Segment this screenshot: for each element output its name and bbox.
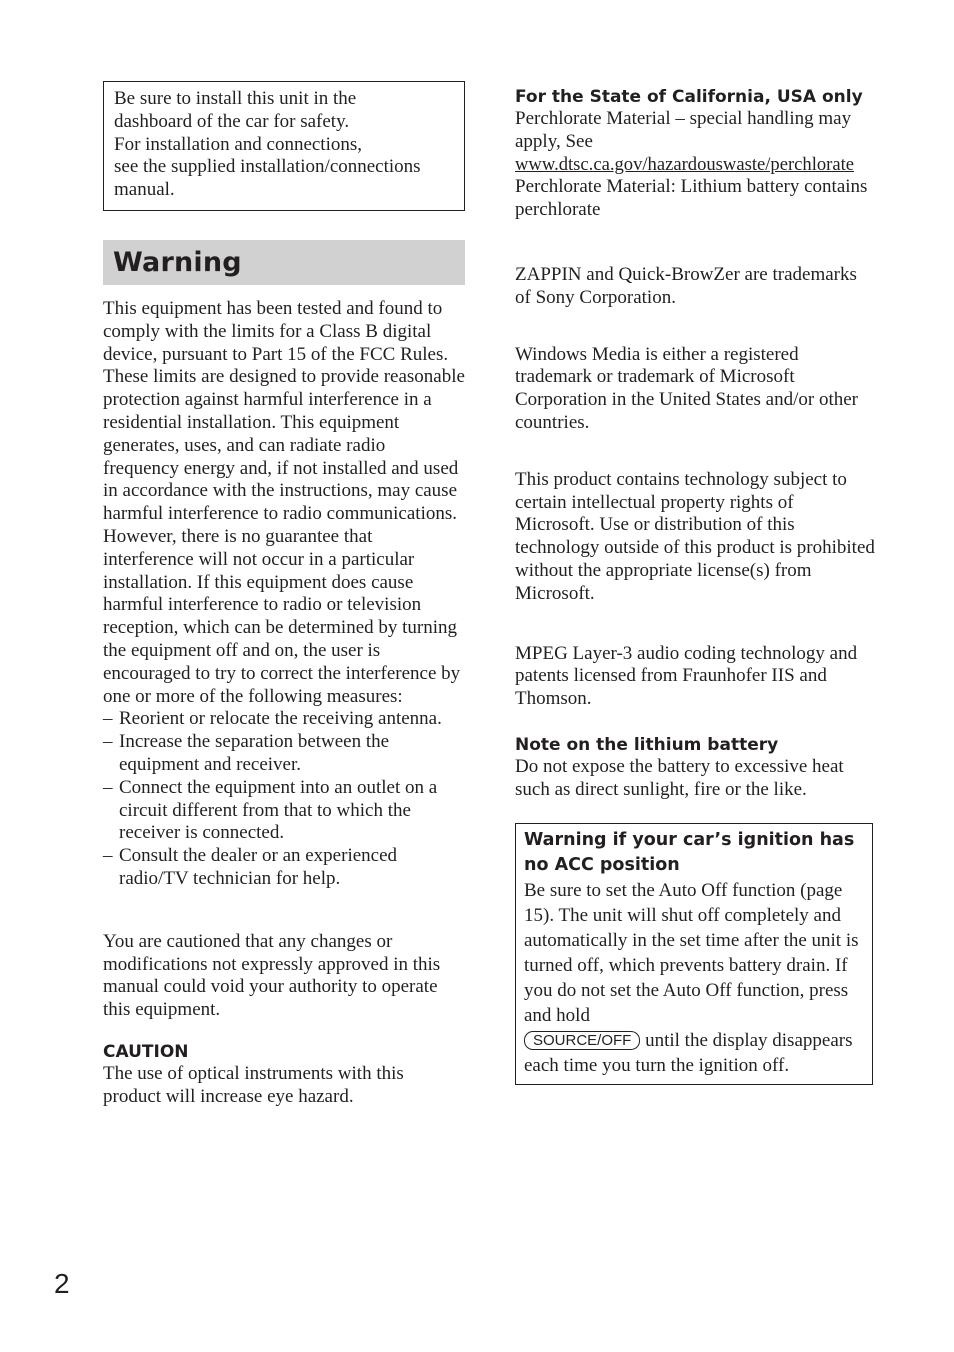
lithium-battery-heading: Note on the lithium battery <box>515 734 779 755</box>
install-notice-line: see the supplied installation/connections <box>114 156 421 178</box>
install-notice-line: dashboard of the car for safety. <box>114 110 350 132</box>
lithium-battery-text: Do not expose the battery to excessive heat such as direct sunlight, fire or the like. <box>515 755 844 800</box>
california-text <box>515 108 877 222</box>
zappin-trademark: ZAPPIN and Quick-BrowZer are trademarks of Sony Corporation. <box>515 263 857 308</box>
perchlorate-notice: Perchlorate Material – special handling may apply, See <box>515 108 852 152</box>
list-item: – Reorient or relocate the receiving antenna. <box>103 708 465 731</box>
install-notice-line: Be sure to install this unit in the <box>114 88 357 109</box>
acc-warning-text-after: until the display disappears each time you turn the ignition off. <box>524 1029 853 1076</box>
microsoft-ip-notice: This product contains technology subject to certain intellectual property rights of Microsoft. Use or distribution of this technology outside of this product is prohibited without the appropriate license(s) from Microsoft. <box>515 468 875 604</box>
acc-warning-text-before: Be sure to set the Auto Off function (page 15). The unit will shut off completely and automatically in the set time after the unit is turned off, which prevents battery drain. If you do not set the Auto Off function, press and hold <box>524 879 859 1026</box>
perchlorate-link[interactable]: www.dtsc.ca.gov/hazardouswaste/perchlorate <box>515 153 855 175</box>
source-off-key: SOURCE/OFF <box>524 1031 640 1050</box>
install-notice-line: For installation and connections, <box>114 133 363 155</box>
windows-media-trademark: Windows Media is either a registered trademark or trademark of Microsoft Corporation in the United States and/or other countries. <box>515 343 858 433</box>
fcc-measures-list <box>103 708 465 890</box>
install-notice-box <box>103 81 465 211</box>
acc-warning-text <box>524 878 864 1078</box>
california-heading: For the State of California, USA only <box>515 87 863 107</box>
list-item: – Connect the equipment into an outlet on a circuit different from that to which the receiver is connected. <box>103 777 465 845</box>
acc-warning-box <box>515 823 873 1085</box>
warning-heading: Warning <box>103 240 465 285</box>
modification-caution: You are cautioned that any changes or modifications not expressly approved in this manual could void your authority to operate this equipment. <box>103 930 441 1021</box>
mpeg-license-notice: MPEG Layer-3 audio coding technology and patents licensed from Fraunhofer IIS and Thomson. <box>515 642 858 710</box>
list-item: – Increase the separation between the equipment and receiver. <box>103 731 465 777</box>
acc-warning-heading: Warning if your car’s ignition has no ACC position <box>524 829 855 875</box>
fcc-paragraph: This equipment has been tested and found to comply with the limits for a Class B digital device, pursuant to Part 15 of the FCC Rules. These limits are designed to provide reasonable protection against harmful interference in a residential installation. This equipment generates, uses, and can radiate radio frequency energy and, if not installed and used in accordance with the instructions, may cause harmful interference to radio communications. However, there is no guarantee that interference will not occur in a particular installation. If this equipment does cause harmful interference to radio or television reception, which can be determined by turning the equipment off and on, the user is encouraged to try to correct the interference by one or more of the following measures: <box>103 297 465 707</box>
page-number: 2 <box>54 1268 70 1299</box>
list-item: – Consult the dealer or an experienced radio/TV technician for help. <box>103 845 465 891</box>
right-column <box>515 86 877 1085</box>
install-notice-line: manual. <box>114 179 175 201</box>
caution-text: The use of optical instruments with this product will increase eye hazard. <box>103 1062 404 1107</box>
perchlorate-battery-note: Perchlorate Material: Lithium battery contains perchlorate <box>515 176 868 221</box>
left-column <box>103 81 465 1108</box>
caution-heading: CAUTION <box>103 1041 189 1062</box>
